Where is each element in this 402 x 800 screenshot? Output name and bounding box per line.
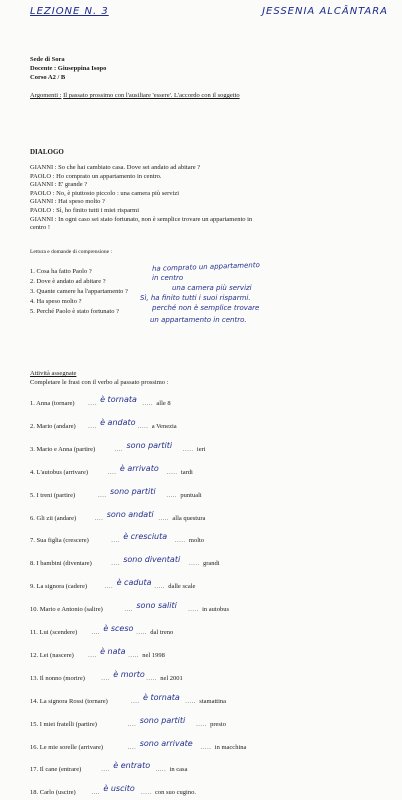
blank-dots: .... [94, 514, 104, 522]
handwritten-answer: è andato [100, 417, 136, 427]
comprehension-title: Lettura e domande di comprensione : [30, 249, 113, 255]
topic-label: Argomenti : [30, 92, 62, 99]
dialog-line: PAOLO : Sì, ho finito tutti i miei risparmi [30, 206, 139, 214]
blank-dots: ..... [200, 743, 212, 751]
blank-dots: ..... [136, 629, 147, 636]
blank-dots: .... [98, 491, 107, 499]
topic-text: Il passato prossimo con l'ausiliare 'essere'. L'accordo con il soggetto [63, 92, 240, 99]
answer-5: perché non è semplice trovare [152, 304, 260, 312]
dialog-body [30, 164, 375, 233]
exercise-item-tail: alle 8 [156, 400, 171, 407]
dialog-line: PAOLO : Ho comprato un appartamento in centro. [30, 172, 162, 180]
corso-line: Corso A2 / B [30, 74, 66, 81]
dialog-line: GIANNI : E' grande ? [30, 181, 88, 189]
exercise-item-tail: in macchina [214, 743, 247, 751]
exercise-item-tail: dalle scale [168, 583, 196, 591]
blank-dots: ..... [158, 514, 170, 522]
exercise-item-tail: presto [210, 720, 226, 728]
exercise-item-label: 18. Carlo (uscire) [30, 789, 76, 797]
exercise-item-tail: a Venezia [151, 422, 177, 430]
question-3: 3. Quante camere ha l'appartamento ? [30, 288, 128, 295]
handwritten-answer: è arrivato [119, 463, 159, 473]
blank-dots: ..... [142, 400, 154, 407]
blank-dots: ..... [128, 651, 139, 659]
question-2: 2. Dove è andato ad abitare ? [30, 278, 106, 285]
topic-line [30, 92, 390, 99]
answer-3: una camera più servizi [172, 284, 252, 292]
exercise-item-label: 5. I treni (partire) [30, 491, 76, 499]
blank-dots: .... [107, 468, 117, 476]
dialog-line: centro ! [30, 224, 51, 232]
answer-2: in centro [152, 274, 184, 282]
blank-dots: .... [124, 606, 133, 614]
exercise-item [30, 648, 390, 662]
blank-dots: ..... [166, 468, 178, 476]
dialog-line: GIANNI : In ogni caso sei stato fortunato, non è semplice trovare un appartamento in [30, 215, 253, 223]
handwritten-answer: è entrato [113, 761, 151, 771]
exercise-item-tail: con suo cugino. [155, 789, 196, 797]
blank-dots: .... [131, 697, 140, 705]
blank-dots: ..... [185, 697, 196, 705]
exercise-item-label: 4. L'autobus (arrivare) [30, 468, 89, 476]
dialog-title: DIALOGO [30, 148, 64, 156]
exercise-item [30, 419, 390, 433]
lesson-heading: LEZIONE N. 3 [30, 6, 109, 17]
blank-dots: ..... [188, 606, 199, 614]
handwritten-answer: è uscito [103, 784, 135, 794]
blank-dots: ..... [174, 537, 186, 545]
exercise-item-label: 17. Il cane (entrare) [30, 766, 82, 774]
exercise-item-label: 16. Le mie sorelle (arrivare) [30, 743, 104, 751]
exercise-item-label: 11. Lui (scendere) [30, 629, 78, 636]
handwritten-answer: è morto [113, 669, 145, 679]
exercise-title: Attività assegnate [30, 370, 77, 377]
answer-4: Sì, ha finito tutti i suoi risparmi. [140, 294, 251, 302]
dialog-line: PAOLO : No, è piuttosto piccolo : una camera più servizi [30, 189, 180, 197]
sede-line: Sede di Sora [30, 56, 65, 63]
exercise-item-label: 12. Lei (nascere) [30, 651, 74, 659]
blank-dots: .... [111, 537, 120, 545]
exercise-item-tail: stamattina [199, 697, 227, 705]
blank-dots: ..... [141, 789, 152, 797]
exercise-item-tail: dal treno [150, 629, 174, 636]
exercise-item-label: 10. Mario e Antonio (salire) [30, 606, 103, 614]
exercise-item-label: 7. Sua figlia (crescere) [30, 537, 89, 545]
exercise-item-tail: puntuali [180, 491, 202, 499]
exercise-item-label: 6. Gli zii (andare) [30, 514, 77, 522]
blank-dots: .... [127, 720, 137, 728]
exercise-item [30, 717, 390, 731]
blank-dots: .... [101, 674, 110, 682]
blank-dots: ..... [146, 674, 157, 682]
exercise-heading [30, 370, 168, 387]
exercise-item-tail: tardi [180, 468, 193, 476]
exercise-item [30, 442, 390, 456]
question-1: 1. Cosa ha fatto Paolo ? [30, 268, 92, 275]
blank-dots: .... [104, 583, 114, 591]
exercise-item-label: 8. I bambini (diventare) [30, 560, 92, 568]
handwritten-answer: sono diventati [123, 555, 181, 565]
exercise-item-tail: in autobus [202, 606, 229, 614]
handwritten-answer: sono andati [106, 509, 154, 519]
dialog-line: GIANNI : So che hai cambiato casa. Dove sei andato ad abitare ? [30, 164, 201, 171]
handwritten-answer: sono partiti [139, 715, 186, 725]
blank-dots: .... [127, 743, 137, 751]
handwritten-answer: è tornata [143, 692, 180, 702]
exercise-item [30, 694, 390, 708]
blank-dots: .... [88, 400, 97, 407]
blank-dots: .... [101, 766, 110, 774]
exercise-item-label: 13. Il nonno (morire) [30, 674, 85, 682]
exercise-item [30, 602, 390, 616]
exercise-instruction: Completare le frasi con il verbo al passato prossimo : [30, 378, 169, 386]
blank-dots: ..... [137, 422, 149, 430]
exercise-item [30, 785, 390, 799]
handwritten-answer: sono partiti [126, 440, 173, 450]
question-5: 5. Perché Paolo è stato fortunato ? [30, 308, 119, 315]
exercise-item-tail: ieri [196, 445, 206, 453]
handwritten-answer: è nata [100, 646, 126, 656]
handwritten-answer: sono partiti [110, 486, 156, 496]
exercise-item [30, 396, 390, 410]
blank-dots: ..... [155, 766, 167, 774]
handwritten-answer: è sceso [103, 624, 134, 633]
handwritten-answer: sono arrivate [139, 738, 193, 748]
exercise-item-tail: nel 2001 [160, 674, 183, 682]
exercise-item-label: 3. Mario e Anna (partire) [30, 445, 96, 453]
exercise-item-label: 1. Anna (tornare) [30, 400, 75, 407]
answer-1: ha comprato un appartamento [151, 261, 260, 273]
handwritten-answer: è caduta [116, 578, 152, 588]
exercise-item-label: 9. La signora (cadere) [30, 583, 88, 591]
handwritten-answer: è tornata [100, 395, 137, 404]
exercise-item-label: 14. La signora Rossi (tornare) [30, 697, 108, 705]
exercise-item-tail: alla questura [172, 514, 206, 522]
exercise-item [30, 511, 390, 525]
blank-dots: .... [88, 651, 97, 659]
answer-5-continuation: un appartamento in centro. [150, 316, 247, 324]
exercise-item [30, 488, 390, 502]
exercise-item [30, 556, 390, 570]
exercise-item [30, 740, 390, 754]
exercise-item [30, 579, 390, 593]
blank-dots: ..... [182, 445, 194, 453]
blank-dots: .... [88, 422, 97, 430]
handwritten-answer: sono saliti [136, 601, 177, 611]
blank-dots: .... [114, 445, 123, 453]
blank-dots: ..... [196, 720, 207, 728]
blank-dots: ..... [189, 560, 200, 568]
student-name: JESSENIA ALCÂNTARA [262, 6, 388, 17]
docente-line: Docente : Giuseppina Isopo [30, 65, 107, 72]
blank-dots: .... [91, 789, 100, 797]
exercise-item-tail: nel 1998 [142, 651, 165, 659]
course-meta [30, 55, 106, 82]
exercise-item [30, 762, 390, 776]
exercise-item-label: 2. Mario (andare) [30, 422, 76, 430]
blank-dots: .... [111, 560, 120, 568]
blank-dots: .... [91, 629, 100, 636]
blank-dots: ..... [154, 583, 165, 591]
blank-dots: ..... [166, 491, 178, 499]
handwritten-answer: è cresciuta [123, 532, 168, 542]
dialog-line: GIANNI : Hai speso molto ? [30, 198, 105, 206]
exercise-item [30, 465, 390, 479]
exercise-item [30, 533, 390, 547]
question-4: 4. Ha speso molto ? [30, 298, 82, 305]
exercise-item [30, 671, 390, 685]
exercise-item [30, 625, 390, 639]
exercise-item-tail: molto [188, 537, 205, 545]
exercise-item-label: 15. I miei fratelli (partire) [30, 720, 97, 728]
exercise-item-tail: grandi [203, 560, 220, 568]
exercise-item-tail: in casa [169, 766, 188, 774]
